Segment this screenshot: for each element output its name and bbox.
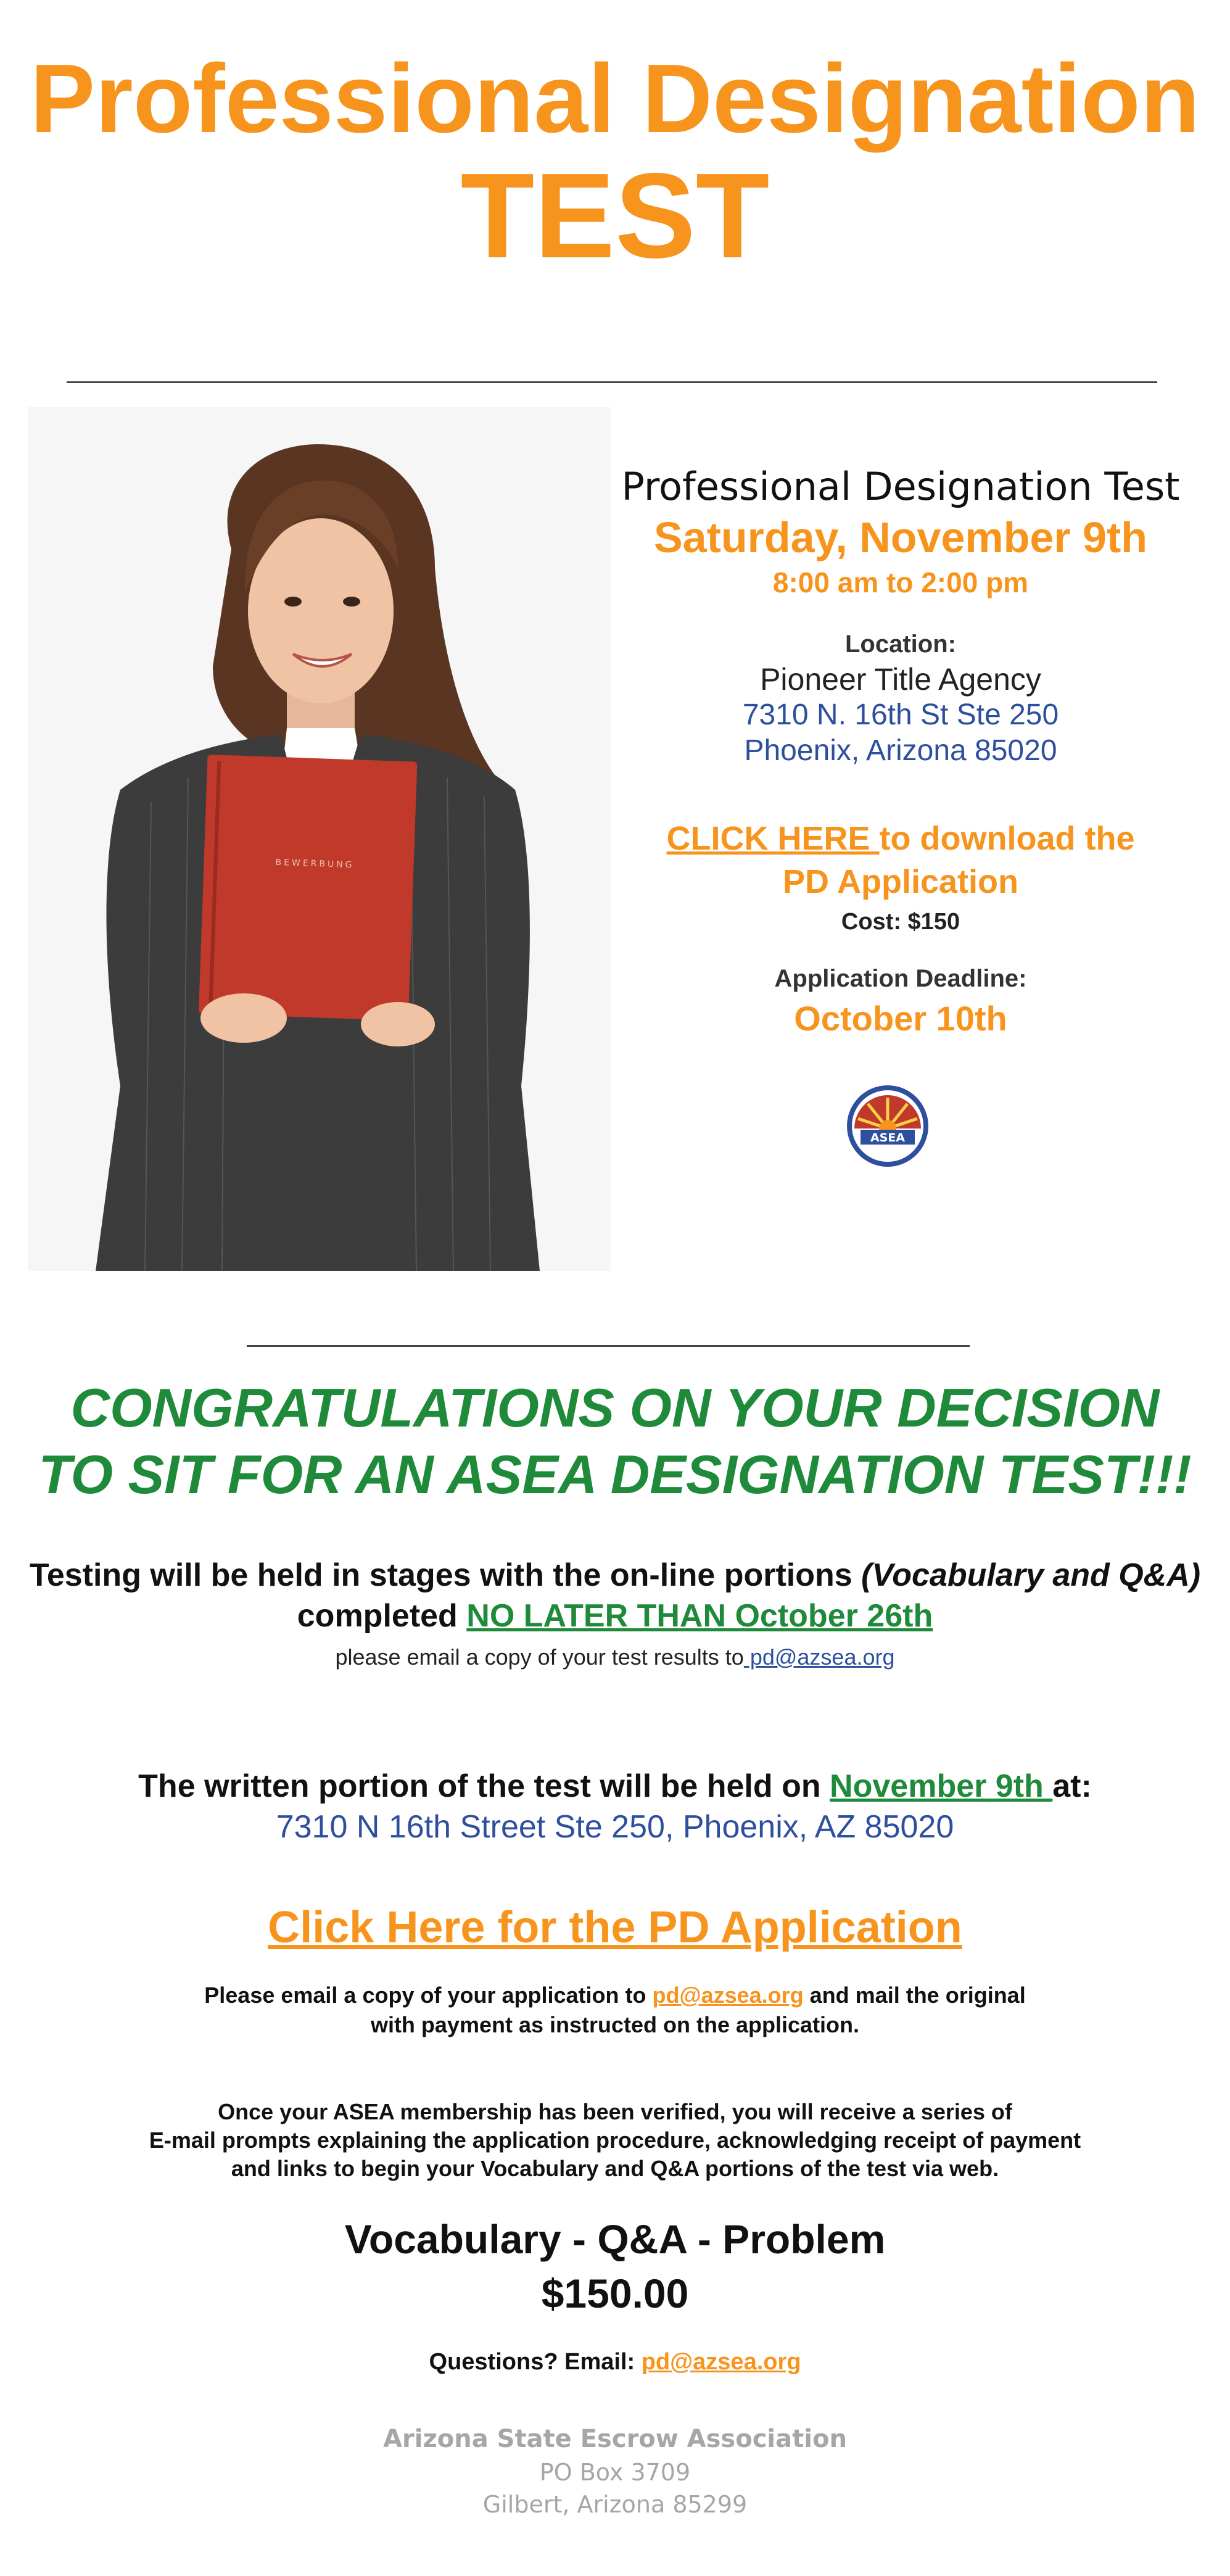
deadline-date: October 10th [794, 999, 1007, 1038]
written-date-link[interactable]: November 9th [830, 1768, 1053, 1804]
written-address: 7310 N 16th Street Ste 250, Phoenix, AZ 85020 [276, 1809, 954, 1845]
download-application-link[interactable] [611, 817, 1191, 903]
seal-text: ASEA [870, 1131, 906, 1145]
test-sections: Vocabulary - Q&A - Problem [344, 2216, 886, 2262]
pd-application-text: PD Application [782, 863, 1018, 900]
footer-city: Gilbert, Arizona 85299 [482, 2491, 748, 2518]
businesswoman-photo [28, 407, 611, 1271]
deadline-label: Application Deadline: [774, 965, 1027, 992]
testing-info [0, 1555, 1230, 1678]
footer-org-name: Arizona State Escrow Association [383, 2425, 847, 2453]
middle-divider [247, 1345, 970, 1347]
page-title: Professional Designation [30, 44, 1200, 153]
payment-instructions: with payment as instructed on the application. [370, 2012, 860, 2037]
pd-application-link[interactable]: Click Here for the PD Application [268, 1903, 962, 1952]
location-name: Pioneer Title Agency [760, 662, 1041, 697]
deadline-link[interactable]: NO LATER THAN October 26th [466, 1598, 933, 1634]
email-instructions [0, 1981, 1230, 2040]
questions-label: Questions? Email: [429, 2349, 642, 2375]
event-time: 8:00 am to 2:00 pm [772, 566, 1029, 598]
footer-address [0, 2422, 1230, 2520]
location-address-line2: Phoenix, Arizona 85020 [744, 734, 1057, 767]
mail-original-text: and mail the original [803, 1982, 1026, 2008]
congrats-line1: CONGRATULATIONS ON YOUR DECISION [70, 1377, 1160, 1438]
location-label: Location: [845, 631, 956, 658]
application-email-link[interactable]: pd@azsea.org [652, 1982, 804, 2008]
results-email-link[interactable]: pd@azsea.org [743, 1644, 895, 1670]
testing-portions: (Vocabulary and Q&A) [861, 1557, 1201, 1593]
email-copy-text: Please email a copy of your application to [204, 1982, 653, 2008]
congratulations-heading [0, 1375, 1230, 1508]
click-here-link[interactable]: CLICK HERE [666, 820, 880, 857]
membership-info [0, 2098, 1230, 2183]
testing-text: Testing will be held in stages with the on-line portions [29, 1557, 862, 1593]
location-address-line1: 7310 N. 16th St Ste 250 [742, 698, 1059, 731]
membership-line2: E-mail prompts explaining the application procedure, acknowledging receipt of payment [149, 2127, 1081, 2153]
written-text: The written portion of the test will be held on [138, 1768, 830, 1804]
event-info [611, 462, 1191, 1042]
written-portion-info [0, 1766, 1230, 1847]
congrats-line2: TO SIT FOR AN ASEA DESIGNATION TEST!!! [38, 1444, 1192, 1505]
click-here-rest: to download the [879, 820, 1135, 857]
event-title: Professional Designation Test [621, 464, 1180, 509]
event-date: Saturday, November 9th [653, 513, 1148, 561]
page-title-test: TEST [460, 148, 770, 283]
completed-text: completed [297, 1598, 467, 1634]
membership-line3: and links to begin your Vocabulary and Q&A portions of the test via web. [231, 2156, 999, 2181]
questions-email-link[interactable]: pd@azsea.org [641, 2349, 801, 2375]
cost-text: Cost: $150 [841, 909, 960, 935]
email-results-text: please email a copy of your test results to [335, 1644, 744, 1670]
test-price: $150.00 [541, 2271, 689, 2316]
written-at: at: [1052, 1768, 1092, 1804]
folder-label: BEWERBUNG [275, 857, 355, 871]
top-divider [67, 381, 1157, 383]
footer-po-box: PO Box 3709 [539, 2459, 691, 2486]
fees-info [0, 2212, 1230, 2321]
questions-line [0, 2345, 1230, 2379]
asea-seal-logo [846, 1084, 930, 1168]
membership-line1: Once your ASEA membership has been verified, you will receive a series of [218, 2099, 1012, 2124]
